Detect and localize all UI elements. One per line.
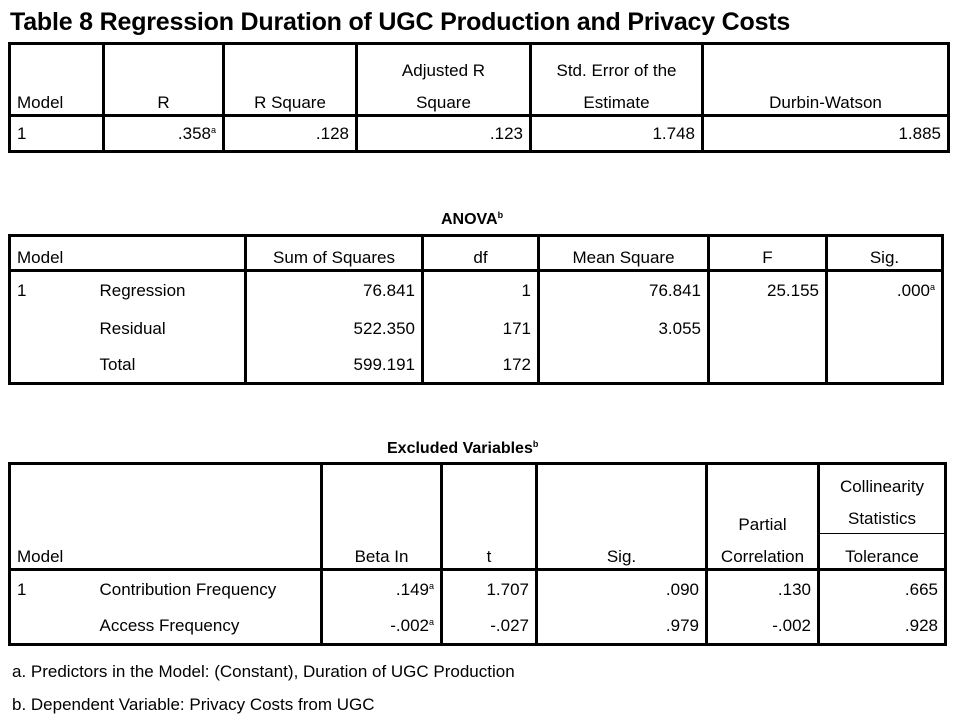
anova-cell-term: Residual [94, 311, 246, 348]
cell-r: .358$^a$ [104, 116, 224, 152]
anova-cell-ms [539, 348, 709, 384]
excluded-cell-sig: .979 [537, 609, 707, 645]
excluded-header-partial-correlation [707, 464, 819, 570]
excluded-header-partial-line2: Correlation [720, 547, 805, 566]
excluded-cell-sig: .090 [537, 570, 707, 609]
excluded-header-tolerance: Tolerance [819, 534, 946, 570]
header-r: R [104, 44, 224, 116]
anova-cell-sig: .000$^a$ [896, 281, 935, 301]
excluded-cell-variable: Contribution Frequency [94, 570, 322, 609]
anova-header-df: df [423, 236, 539, 271]
table-row [10, 348, 943, 384]
excluded-cell-model: 1 [17, 579, 27, 599]
anova-header-f: F [709, 236, 827, 271]
anova-cell-model: 1 [17, 281, 27, 301]
anova-header-term [94, 236, 246, 271]
anova-header-sum-of-squares: Sum of Squares [246, 236, 423, 271]
header-durbin-watson: Durbin-Watson [703, 44, 949, 116]
anova-cell-ss: 76.841 [246, 271, 423, 311]
table-row [10, 609, 946, 645]
header-std-error [531, 44, 703, 116]
anova-cell-ss: 599.191 [246, 348, 423, 384]
anova-header-mean-square: Mean Square [539, 236, 709, 271]
excluded-cell-model [10, 609, 94, 645]
table-row [10, 311, 943, 348]
table-row [10, 271, 943, 311]
excluded-header-beta-in: Beta In [322, 464, 442, 570]
footnote-b: b. Dependent Variable: Privacy Costs from UGC [12, 695, 375, 714]
anova-cell-f: 25.155 [709, 271, 827, 311]
anova-header-sig: Sig. [827, 236, 943, 271]
excluded-variables-table [8, 462, 947, 646]
anova-cell-df: 1 [423, 271, 539, 311]
anova-table [8, 234, 944, 385]
anova-cell-ss: 522.350 [246, 311, 423, 348]
cell-durbin-watson: 1.885 [898, 123, 941, 143]
anova-cell-model [10, 311, 94, 348]
excluded-cell-beta-in: -.002$^a$ [322, 609, 442, 645]
anova-cell-df: 171 [423, 311, 539, 348]
cell-r-square: .128 [224, 116, 357, 152]
excluded-header-sig: Sig. [537, 464, 707, 570]
excluded-cell-partial: .130 [707, 570, 819, 609]
excluded-cell-partial: -.002 [707, 609, 819, 645]
anova-cell-df: 172 [423, 348, 539, 384]
excluded-cell-t: 1.707 [442, 570, 537, 609]
excluded-header-variable [94, 464, 322, 570]
header-std-error-line1: Std. Error of the [556, 61, 677, 80]
cell-std-error: 1.748 [531, 116, 703, 152]
table-row [10, 570, 946, 609]
anova-cell-f [709, 311, 827, 348]
excluded-header-collinearity-statistics [819, 464, 946, 534]
anova-cell-term: Total [94, 348, 246, 384]
excluded-cell-tolerance: .928 [904, 615, 938, 635]
anova-cell-term: Regression [94, 271, 246, 311]
anova-cell-ms: 3.055 [539, 311, 709, 348]
header-r-square: R Square [224, 44, 357, 116]
excluded-header-model: Model [10, 464, 94, 570]
footnote-a: a. Predictors in the Model: (Constant), Duration of UGC Production [12, 662, 515, 681]
anova-cell-sig [827, 311, 943, 348]
header-std-error-line2: Estimate [583, 93, 650, 112]
cell-adjusted-r-square: .123 [357, 116, 531, 152]
header-adjusted-r-square-line1: Adjusted R [401, 61, 486, 80]
anova-cell-ms: 76.841 [539, 271, 709, 311]
anova-cell-model [10, 348, 94, 384]
header-adjusted-r-square [357, 44, 531, 116]
anova-cell-f [709, 348, 827, 384]
excluded-header-collinearity-line1: Collinearity [839, 477, 925, 496]
excluded-variables-caption: Excluded Variables$^b$ [387, 439, 539, 457]
header-model: Model [10, 44, 104, 116]
excluded-header-partial-line1: Partial [738, 515, 787, 534]
anova-cell-sig [827, 348, 943, 384]
anova-caption: ANOVA$^b$ [441, 210, 504, 228]
cell-model: 1 [10, 116, 104, 152]
table-title: Table 8 Regression Duration of UGC Production and Privacy Costs [10, 8, 791, 36]
excluded-cell-t: -.027 [442, 609, 537, 645]
excluded-cell-variable: Access Frequency [94, 609, 322, 645]
excluded-cell-tolerance: .665 [904, 579, 938, 599]
header-adjusted-r-square-line2: Square [416, 93, 471, 112]
excluded-header-collinearity-line2: Statistics [847, 509, 917, 528]
excluded-cell-beta-in: .149$^a$ [322, 570, 442, 609]
model-summary-table [8, 42, 950, 153]
excluded-header-t: t [442, 464, 537, 570]
anova-header-model: Model [10, 236, 94, 271]
